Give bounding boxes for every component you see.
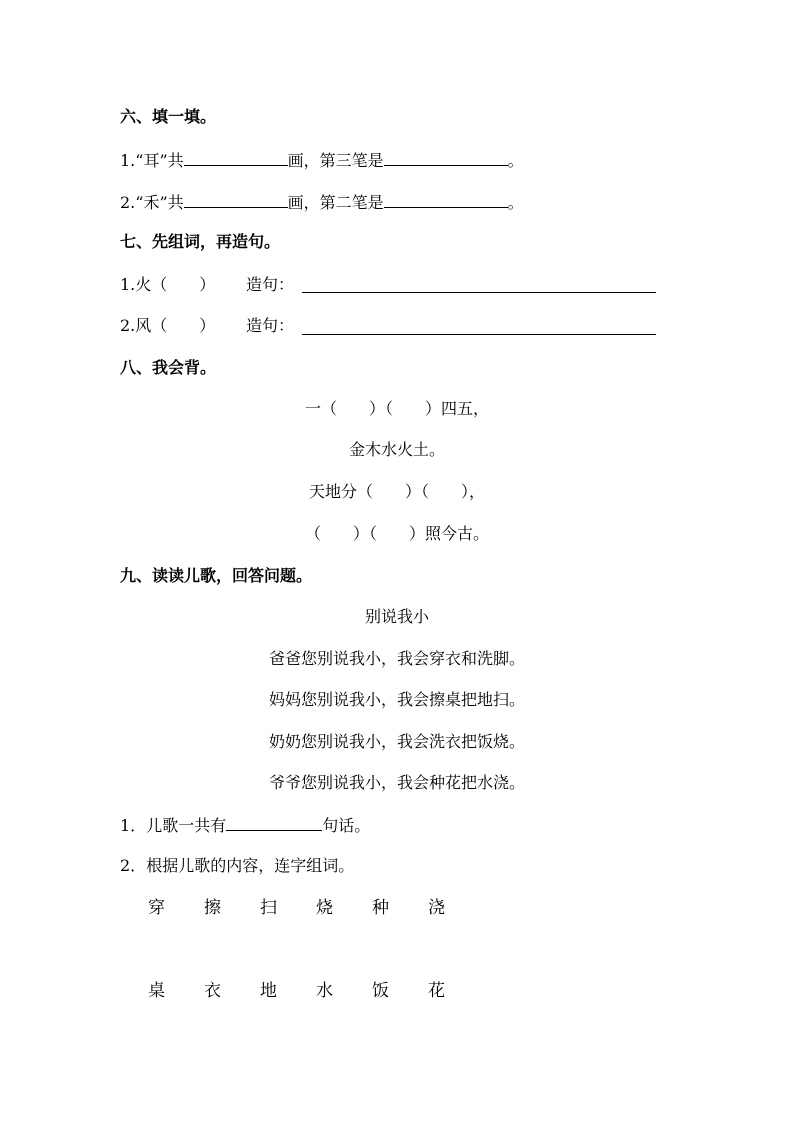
sentence-blank[interactable] xyxy=(302,334,656,335)
question-number: 2． xyxy=(120,856,147,875)
match-char-bottom[interactable]: 桌 xyxy=(148,981,165,1001)
match-char-top[interactable]: 种 xyxy=(372,898,389,918)
word-paren[interactable]: （ ） xyxy=(151,316,216,335)
verse-line: 天地分（ ）（ ）， xyxy=(308,482,485,501)
question-6-2 xyxy=(120,192,524,213)
question-end: 句话。 xyxy=(322,816,371,835)
answer-blank[interactable] xyxy=(184,192,288,208)
poem-line: 妈妈您别说我小，我会擦桌把地扫。 xyxy=(268,690,525,709)
section-8-title: 八、我会背。 xyxy=(120,358,217,377)
question-text: 画，第三笔是 xyxy=(287,151,384,170)
section-9-title: 九、读读儿歌，回答问题。 xyxy=(120,566,313,585)
question-text: 儿歌一共有 xyxy=(146,816,227,835)
match-char-top[interactable]: 浇 xyxy=(428,898,445,918)
poem-title: 别说我小 xyxy=(364,607,429,626)
question-6-1 xyxy=(120,150,524,171)
question-text: 根据儿歌的内容，连字组词。 xyxy=(146,856,355,875)
match-char-bottom[interactable]: 地 xyxy=(260,981,277,1001)
question-number: 1. xyxy=(120,275,136,294)
question-7-1 xyxy=(120,275,215,295)
char: 火 xyxy=(135,275,152,294)
verse-line: 金木水火土。 xyxy=(348,440,445,459)
match-char-top[interactable]: 穿 xyxy=(148,898,165,918)
answer-blank[interactable] xyxy=(384,192,508,208)
poem-line: 爸爸您别说我小，我会穿衣和洗脚。 xyxy=(268,649,525,668)
section-7-title: 七、先组词，再造句。 xyxy=(120,232,281,251)
question-7-2 xyxy=(120,316,215,336)
match-char-bottom[interactable]: 饭 xyxy=(372,981,389,1001)
question-number: 2. xyxy=(120,193,136,212)
sentence-label: 造句： xyxy=(246,316,295,335)
answer-blank[interactable] xyxy=(184,150,288,166)
verse-line: 一（ ）（ ）四五， xyxy=(304,399,489,418)
answer-blank[interactable] xyxy=(226,815,322,831)
verse-line: （ ）（ ）照今古。 xyxy=(304,524,489,543)
match-char-bottom[interactable]: 水 xyxy=(316,981,333,1001)
match-char-bottom[interactable]: 花 xyxy=(428,981,445,1001)
question-text: 画，第二笔是 xyxy=(287,193,384,212)
sentence-blank[interactable] xyxy=(302,292,656,293)
question-number: 2. xyxy=(120,316,136,335)
question-9-1 xyxy=(120,815,370,836)
poem-line: 奶奶您别说我小，我会洗衣把饭烧。 xyxy=(268,732,525,751)
poem-line: 爷爷您别说我小，我会种花把水浇。 xyxy=(268,773,525,792)
word-paren[interactable]: （ ） xyxy=(151,275,216,294)
answer-blank[interactable] xyxy=(384,150,508,166)
question-end: 。 xyxy=(507,193,524,212)
sentence-label: 造句： xyxy=(246,275,295,294)
question-text: “耳”共 xyxy=(135,151,184,170)
match-char-top[interactable]: 扫 xyxy=(260,898,277,918)
match-char-top[interactable]: 擦 xyxy=(204,898,221,918)
question-number: 1. xyxy=(120,151,136,170)
char: 风 xyxy=(135,316,152,335)
question-number: 1． xyxy=(120,816,147,835)
question-9-2 xyxy=(120,856,354,876)
section-6-title: 六、填一填。 xyxy=(120,107,217,126)
question-end: 。 xyxy=(507,151,524,170)
match-char-bottom[interactable]: 衣 xyxy=(204,981,221,1001)
match-char-top[interactable]: 烧 xyxy=(316,898,333,918)
question-text: “禾”共 xyxy=(135,193,184,212)
